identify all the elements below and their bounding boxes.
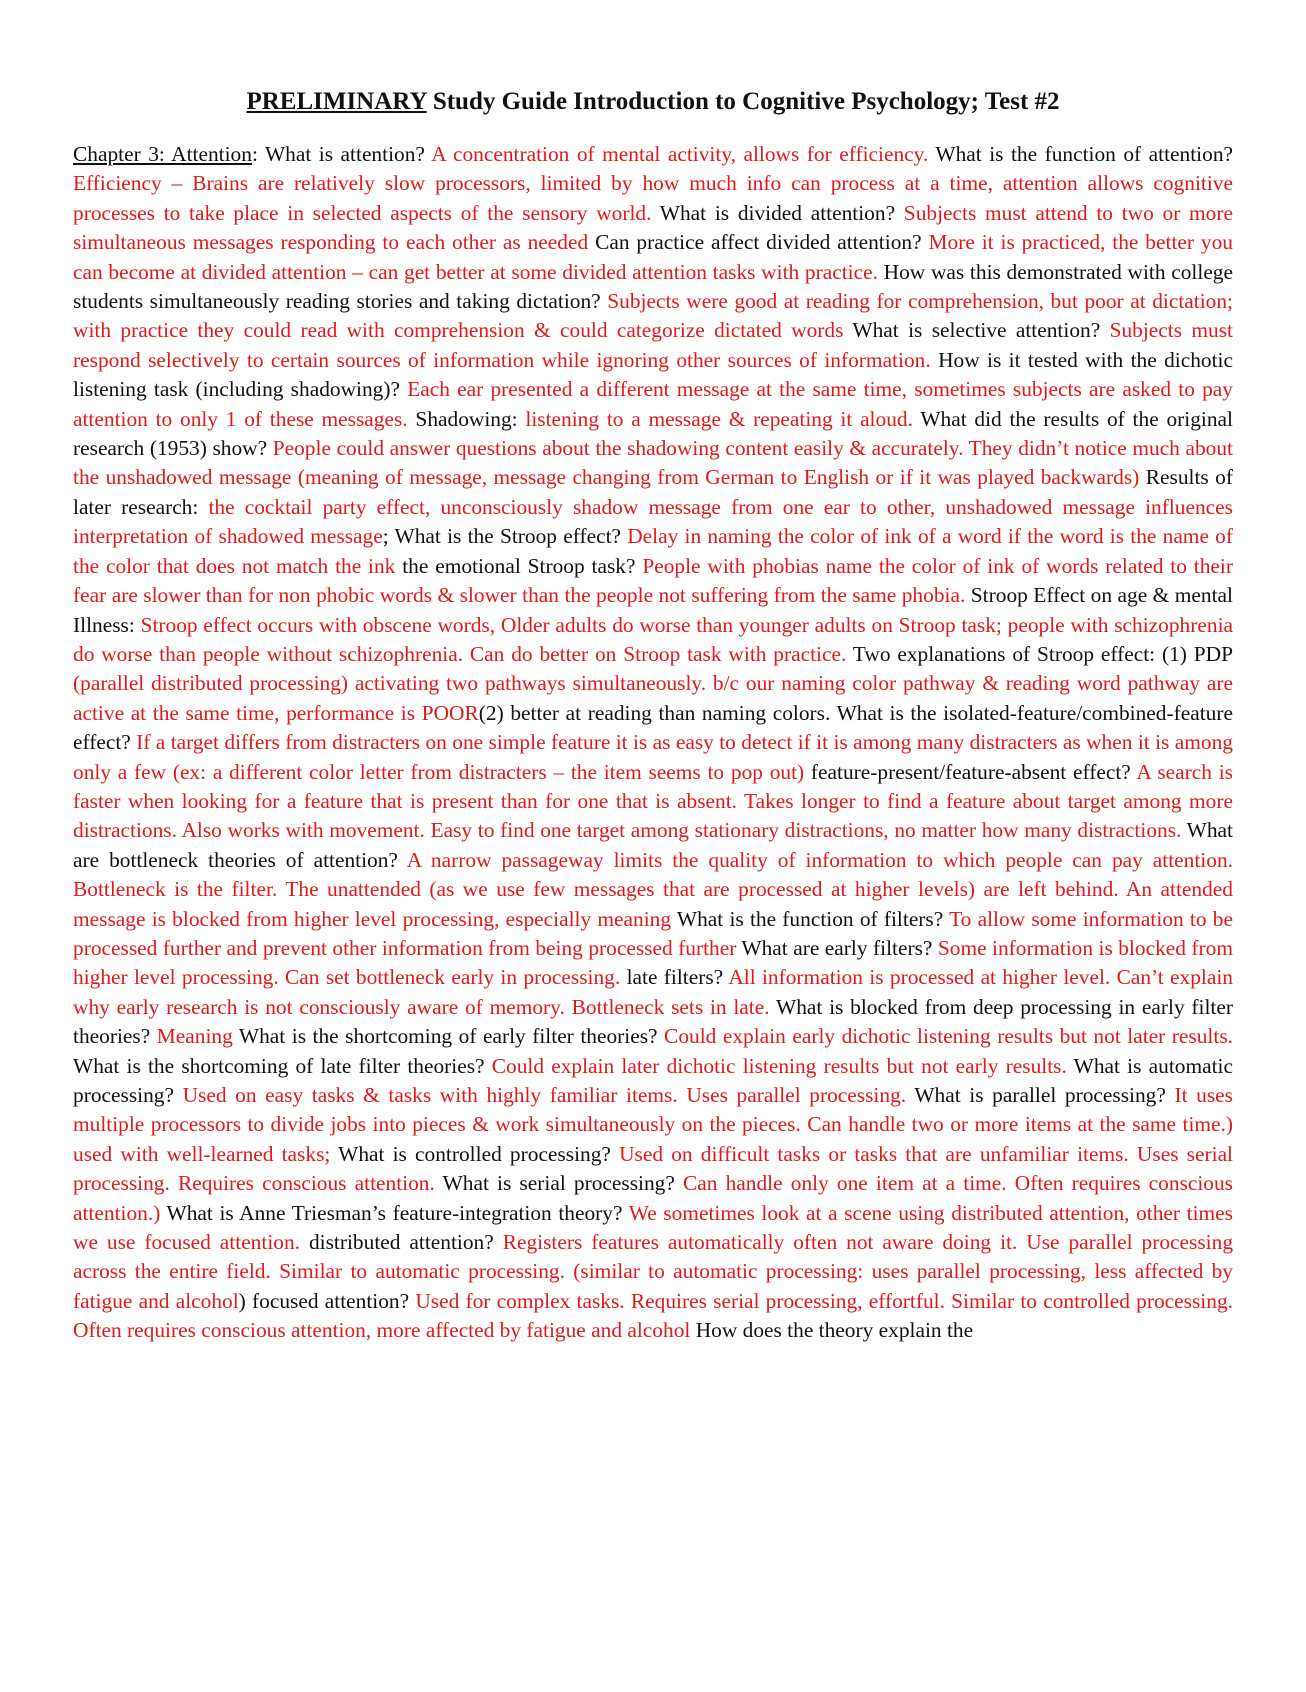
question-text: Shadowing:: [415, 406, 526, 431]
answer-text: (parallel distributed processing) activating two pathways simultaneously. b/c our naming color pathway & reading word pathway are active at the same time, performance is POOR: [73, 671, 1233, 725]
question-text: What is divided attention?: [659, 200, 904, 225]
question-text: feature-present/feature-absent effect?: [810, 759, 1137, 784]
question-text: What is Anne Triesman’s feature-integration theory?: [166, 1200, 629, 1225]
answer-text: It uses multiple processors to divide jobs into pieces & work simultaneously on the pieces. Can handle two or more items at the same time.) used with well-learned tasks;: [73, 1083, 1233, 1166]
question-text: ) focused attention?: [238, 1288, 416, 1313]
question-text: What is blocked from deep processing in early filter theories?: [73, 994, 1233, 1049]
title-underlined: PRELIMINARY: [246, 88, 427, 115]
question-text: What is serial processing?: [442, 1171, 684, 1196]
answer-text: A concentration of mental activity, allows for efficiency.: [431, 142, 936, 166]
answer-text: Could explain early dichotic listening results but not later results.: [664, 1024, 1233, 1049]
question-text: How does the theory explain the: [695, 1318, 974, 1343]
question-text: the emotional Stroop task?: [402, 553, 643, 578]
question-text: What is parallel processing?: [914, 1083, 1175, 1107]
question-text: distributed attention?: [308, 1230, 503, 1255]
question-text: What is selective attention?: [852, 318, 1110, 343]
document-page: [73, 86, 1233, 1346]
answer-text: Can handle only one item at a time. Often requires conscious attention.): [73, 1171, 1234, 1225]
question-text: What is the function of filters?: [676, 906, 950, 931]
page-title: [73, 86, 1233, 118]
answer-text: Stroop effect occurs with obscene words, Older adults do worse than younger adults on Stroop task; people with schizophrenia do worse than people without schizophrenia. Can do better on Stroop task with practice.: [73, 612, 1234, 666]
answer-text: Used on difficult tasks or tasks that are unfamiliar items. Uses serial processing. Requires conscious attention.: [73, 1141, 1234, 1196]
answer-text: A narrow passageway limits the quality of information to which people can pay attention. Bottleneck is the filter. The unattended (as we use few messages that are processed at higher levels) are left behind. An attended message is blocked from higher level processing, especially meaning: [73, 847, 1233, 931]
question-text: Stroop Effect on age & mental Illness:: [73, 583, 1233, 637]
answer-text: Subjects must attend to two or more simultaneous messages responding to each other as needed: [73, 200, 1233, 255]
answer-text: We sometimes look at a scene using distributed attention, other times we use focused attention.: [73, 1200, 1233, 1255]
question-text: What is the shortcoming of early filter theories?: [238, 1024, 665, 1049]
answer-text: Used on easy tasks & tasks with highly familiar items. Uses parallel processing.: [182, 1083, 915, 1107]
answer-text: the cocktail party effect, unconsciously shadow message from one ear to other, unshadowed message influences interpretation of shadowed message: [73, 494, 1233, 549]
answer-text: Each ear presented a different message at the same time, sometimes subjects are asked to pay attention to only 1 of these messages.: [73, 377, 1233, 431]
answer-text: People could answer questions about the shadowing content easily & accurately. They didn’t notice much about the unshadowed message (meaning of message, message changing from German to English or if it was played backwards): [73, 436, 1233, 490]
answer-text: Subjects were good at reading for comprehension, but poor at dictation; with practice they could read with comprehension & could categorize dictated words: [73, 289, 1233, 343]
question-text: What are early filters?: [741, 935, 938, 960]
question-text: What is controlled processing?: [338, 1141, 620, 1166]
answer-text: Registers features automatically often not aware doing it. Use parallel processing across the entire field. Similar to automatic processing. (similar to automatic processing: uses parallel processing, less affected by fatigue and alcohol: [73, 1230, 1234, 1313]
question-text: How is it tested with the dichotic listening task (including shadowing)?: [73, 347, 1233, 402]
answer-text: Subjects must respond selectively to certain sources of information while ignoring other sources of information.: [73, 318, 1233, 372]
question-text: late filters?: [626, 965, 729, 990]
answer-text: All information is processed at higher level. Can’t explain why early research is not consciously aware of memory. Bottleneck sets in late.: [73, 965, 1233, 1019]
answer-text: If a target differs from distracters on one simple feature it is as easy to detect if it is among many distracters as when it is among only a few (ex: a different color letter from distracters – the item seems to pop out): [73, 730, 1233, 784]
question-text: What is automatic processing?: [73, 1053, 1233, 1107]
question-text: : What is attention?: [251, 142, 432, 166]
answer-text: Used for complex tasks. Requires serial processing, effortful. Similar to controlled processing. Often requires conscious attention, more affected by fatigue and alcohol: [73, 1288, 1233, 1343]
answer-text: Delay in naming the color of ink of a word if the word is the name of the color that does not match the ink: [73, 524, 1233, 578]
answer-text: listening to a message & repeating it aloud.: [525, 406, 921, 431]
answer-text: Efficiency – Brains are relatively slow processors, limited by how much info can process at a time, attention allows cognitive processes to take place in selected aspects of the sensory world.: [73, 171, 1233, 225]
answer-text: Could explain later dichotic listening results but not early results.: [491, 1053, 1074, 1078]
answer-text: More it is practiced, the better you can become at divided attention – can get better at some divided attention tasks with practice.: [73, 230, 1233, 284]
question-text: Can practice affect divided attention?: [595, 230, 929, 255]
answer-text: A search is faster when looking for a feature that is present than for one that is absent. Takes longer to find a feature about target among more distractions. Also works with movement. Easy to find one target among stationary distractions, no matter how many distractions.: [73, 759, 1233, 843]
question-text: What is the function of attention?: [935, 142, 1234, 166]
question-text: What are bottleneck theories of attention?: [73, 818, 1233, 872]
question-text: Two explanations of Stroop effect: (1) PDP: [852, 641, 1233, 666]
title-rest: Study Guide Introduction to Cognitive Psychology; Test #2: [426, 88, 1060, 115]
question-text: What did the results of the original research (1953) show?: [73, 406, 1233, 461]
body-paragraph: [73, 140, 1233, 1346]
answer-text: Some information is blocked from higher level processing. Can set bottleneck early in processing.: [73, 935, 1233, 990]
question-text: How was this demonstrated with college students simultaneously reading stories and taking dictation?: [73, 259, 1233, 314]
answer-text: People with phobias name the color of ink of words related to their fear are slower than for non phobic words & slower than the people not suffering from the same phobia.: [73, 553, 1233, 608]
question-text: Results of later research:: [73, 465, 1233, 519]
answer-text: To allow some information to be processed further and prevent other information from being processed further: [73, 906, 1233, 960]
answer-text: Meaning: [156, 1024, 239, 1049]
question-text: ; What is the Stroop effect?: [382, 524, 628, 549]
chapter-heading: Chapter 3: Attention: [73, 142, 252, 166]
question-text: What is the shortcoming of late filter theories?: [73, 1053, 492, 1078]
question-text: (2) better at reading than naming colors. What is the isolated-feature/combined-feature effect?: [73, 700, 1233, 755]
